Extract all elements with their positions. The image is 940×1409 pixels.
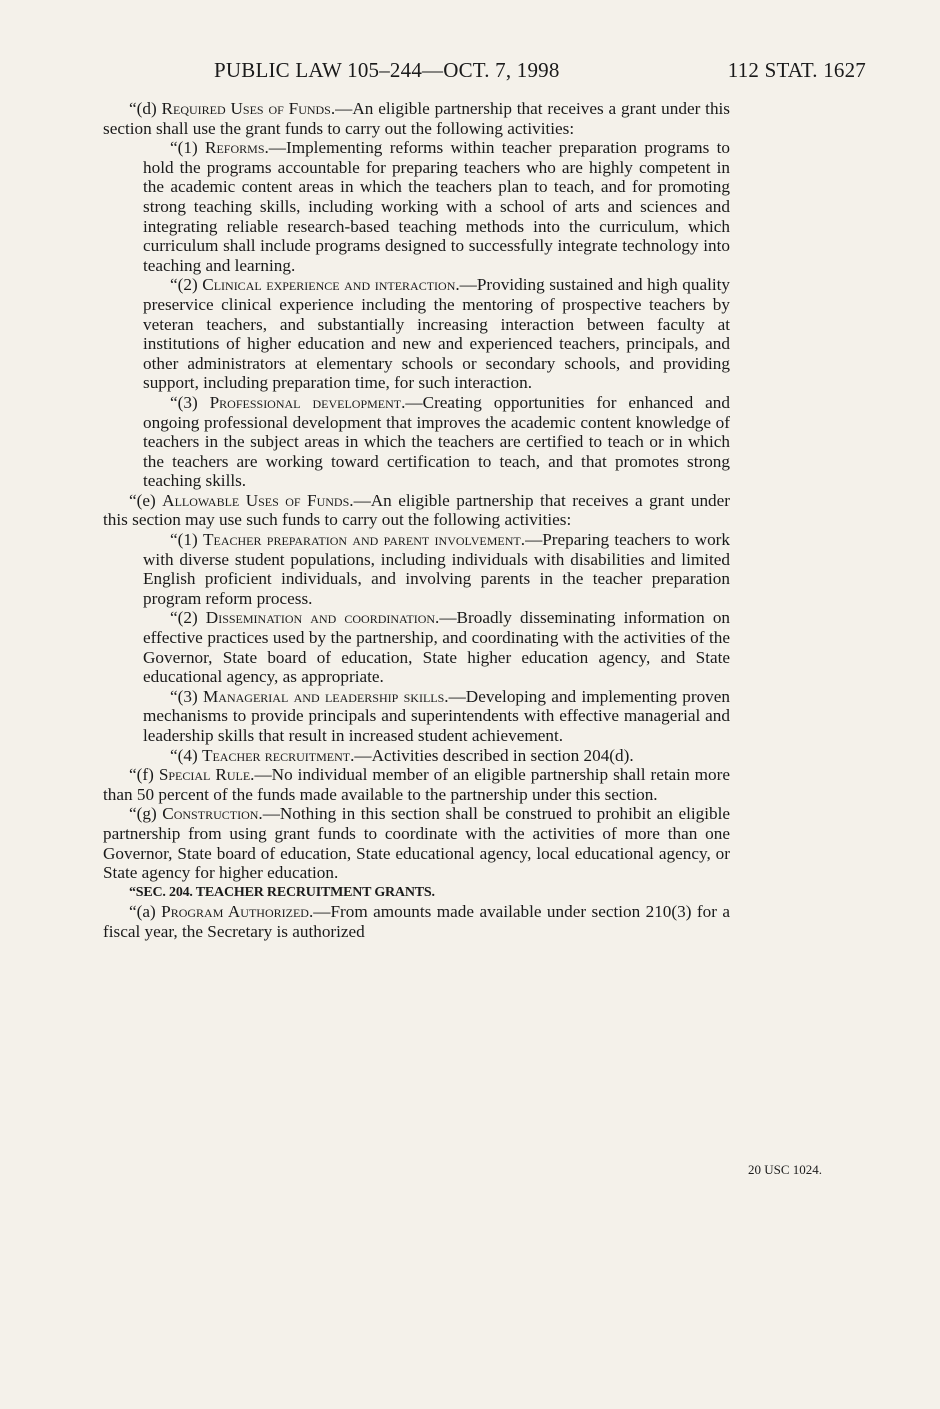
document-body (103, 99, 730, 942)
margin-usc-citation: 20 USC 1024. (748, 1162, 823, 1177)
paragraph-e2-mark: “(2) (170, 608, 206, 628)
subsection-a-text: —From amounts made available under section 210(3) for a fiscal year, the Secretary is authorized (103, 902, 730, 941)
paragraph-e3-text: —Developing and implementing proven mechanisms to provide principals and superintendents with effective managerial and leadership skills that result in increased student achievement. (143, 686, 730, 745)
paragraph-d2-title: Clinical experience and interaction. (202, 275, 460, 295)
header-stat-page: 112 STAT. 1627 (727, 58, 866, 82)
paragraph-d3-title: Professional development. (209, 392, 406, 412)
paragraph-e3 (143, 687, 730, 746)
paragraph-d2 (143, 275, 730, 393)
subsection-f (103, 765, 730, 804)
paragraph-e4-title: Teacher recruitment. (201, 745, 355, 765)
subsection-f-mark: “(f) (129, 765, 159, 785)
paragraph-e3-mark: “(3) (170, 686, 204, 706)
subsection-a (103, 902, 730, 941)
paragraph-e4-mark: “(4) (170, 745, 202, 765)
section-204-heading: “SEC. 204. TEACHER RECRUITMENT GRANTS. (129, 884, 435, 900)
paragraph-e1-mark: “(1) (170, 530, 203, 550)
subsection-g (103, 804, 730, 882)
paragraph-e4 (143, 746, 730, 766)
paragraph-d3 (143, 393, 730, 491)
subsection-e-mark: “(e) (129, 490, 163, 510)
subsection-e-title: Allowable Uses of Funds. (162, 490, 354, 510)
subsection-a-mark: “(a) (129, 902, 162, 922)
subsection-d-intro (103, 99, 730, 138)
paragraph-d1-title: Reforms. (205, 138, 269, 158)
header-public-law: PUBLIC LAW 105–244—OCT. 7, 1998 (214, 58, 560, 82)
paragraph-d3-text: —Creating opportunities for enhanced and ongoing professional development that improves the academic content knowledge of teachers in the subject areas in which the teachers are certified to teach or in which the teachers are working toward certification to teach, and that promotes strong teaching skills. (143, 392, 730, 491)
paragraph-e4-text: —Activities described in section 204(d). (354, 745, 634, 765)
subsection-a-title: Program Authorized. (161, 902, 314, 922)
subsection-d-title: Required Uses of Funds. (161, 99, 336, 118)
subsection-d-text: —An eligible partnership that receives a grant under this section shall use the grant funds to carry out the following activities: (103, 99, 730, 138)
subsection-e-text: —An eligible partnership that receives a grant under this section may use such funds to carry out the following activities: (103, 490, 730, 530)
paragraph-e2-title: Dissemination and coordination. (205, 608, 440, 628)
paragraph-d1-text: —Implementing reforms within teacher preparation programs to hold the programs accountable for preparing teachers who are highly competent in the academic content areas in which the teachers plan to teach, and for promoting strong teaching skills, including working with a school of arts and sciences and integrating reliable research-based teaching methods into the curriculum, which curriculum shall include programs designed to successfully integrate technology into teaching and learning. (143, 138, 730, 275)
paragraph-e2 (143, 608, 730, 686)
paragraph-e2-text: —Broadly disseminating information on effective practices used by the partnership, and coordinating with the activities of the Governor, State board of education, State higher education agency, and State educational agency, as appropriate. (143, 608, 731, 687)
paragraph-d2-text: —Providing sustained and high quality preservice clinical experience including the mentoring of prospective teachers by veteran teachers, and substantially increasing interaction between faculty at institutions of higher education and new and experienced teachers, principals, and other administrators at elementary schools or secondary schools, and providing support, including preparation time, for such interaction. (143, 275, 730, 393)
subsection-d-mark: “(d) (129, 99, 162, 118)
subsection-g-title: Construction. (162, 804, 263, 824)
paragraph-d1-mark: “(1) (170, 138, 206, 158)
paragraph-e1-title: Teacher preparation and parent involvement. (202, 530, 526, 550)
paragraph-e1-text: —Preparing teachers to work with diverse student populations, including individuals with disabilities and limited English proficient individuals, and involving parents in the teacher preparation program reform process. (143, 530, 730, 608)
paragraph-d1 (143, 138, 730, 275)
subsection-f-title: Special Rule. (158, 765, 255, 785)
subsection-f-text: —No individual member of an eligible partnership shall retain more than 50 percent of the funds made available to the partnership under this section. (103, 765, 730, 804)
paragraph-d3-mark: “(3) (170, 392, 210, 412)
subsection-g-mark: “(g) (129, 804, 163, 824)
paragraph-e1 (143, 530, 730, 608)
paragraph-e3-title: Managerial and leadership skills. (203, 686, 449, 706)
paragraph-d2-mark: “(2) (170, 275, 203, 295)
page-header (214, 58, 866, 88)
subsection-e-intro (103, 491, 730, 530)
subsection-g-text: —Nothing in this section shall be construed to prohibit an eligible partnership from using grant funds to coordinate with the activities of more than one Governor, State board of education, State educational agency, local educational agency, or State agency for higher education. (103, 804, 731, 883)
